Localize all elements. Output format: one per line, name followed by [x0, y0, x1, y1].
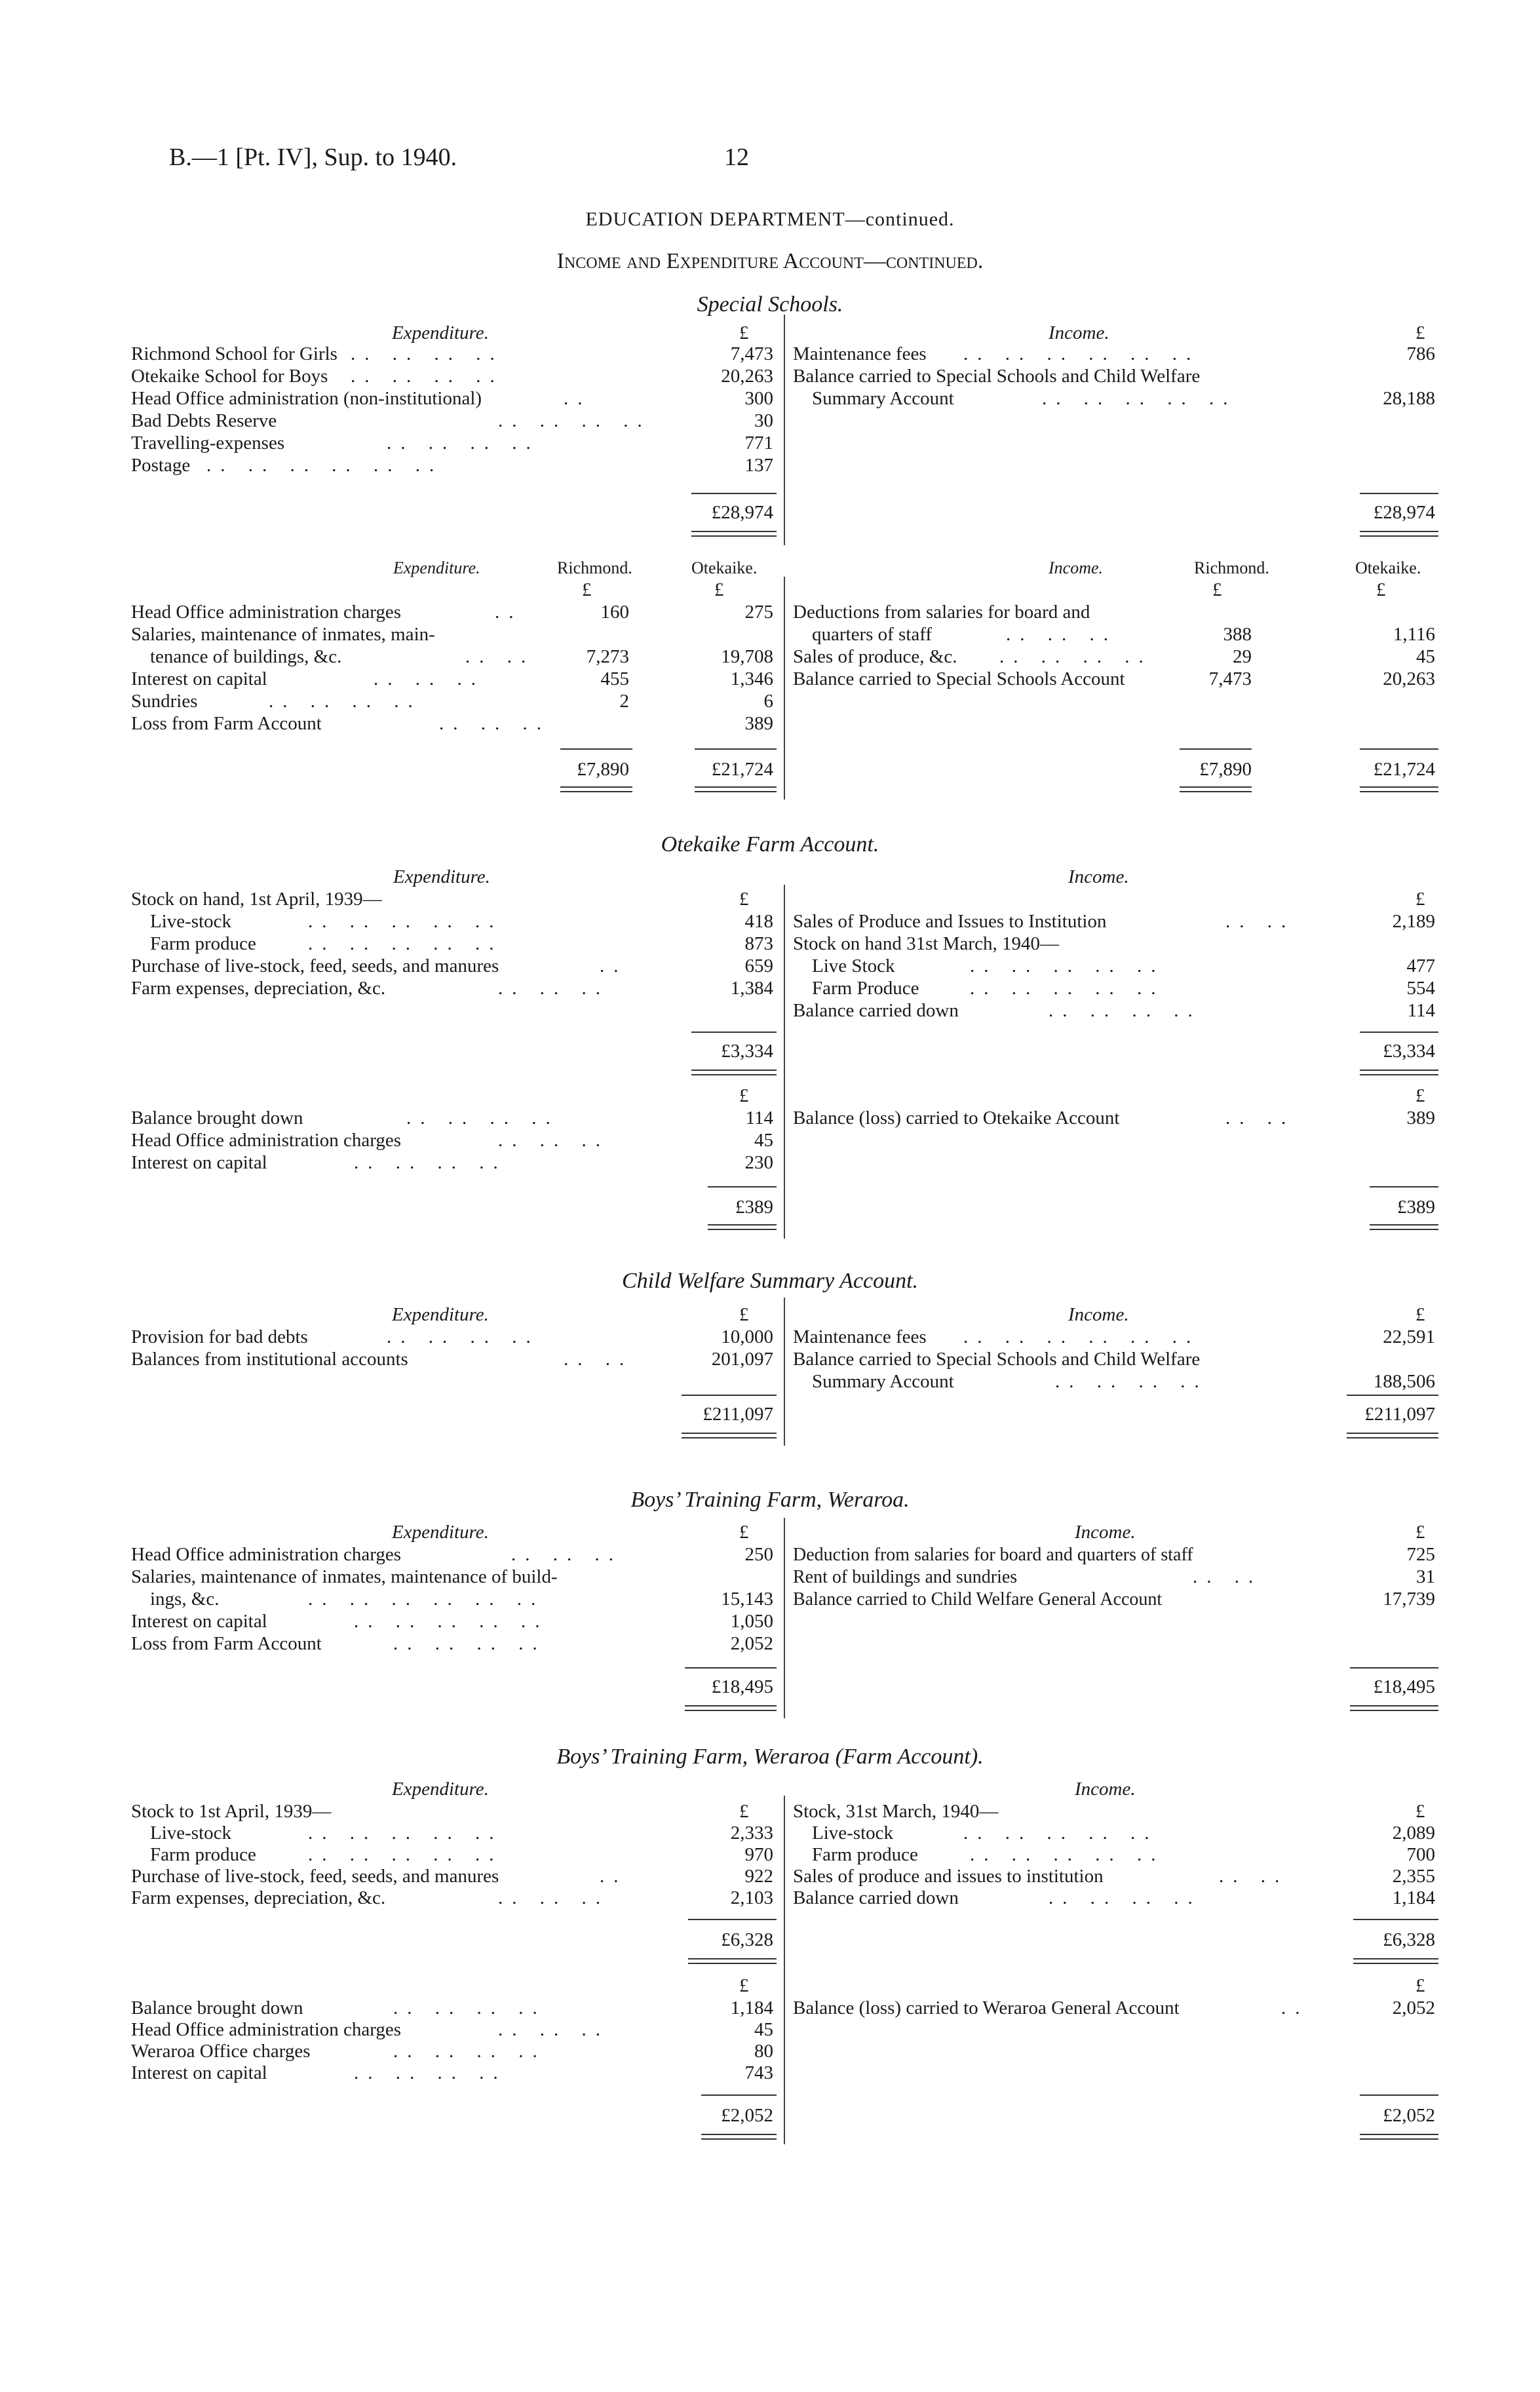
double-rule: [1360, 1070, 1438, 1075]
otekaike-amount: 1,346: [730, 668, 773, 689]
leader-dots: .. .. .. ..: [999, 646, 1153, 667]
subtotal-rule: [1180, 748, 1252, 750]
expenditure-item: Otekaike School for Boys: [131, 366, 328, 387]
section-heading-otekaike-farm: Otekaike Farm Account.: [661, 832, 879, 857]
double-rule: [691, 1070, 777, 1075]
expenditure-item: Interest on capital: [131, 668, 267, 689]
expenditure-item: Sundries: [131, 691, 198, 712]
income-item: Balance carried to Special Schools and Child Welfare: [793, 366, 1201, 387]
leader-dots: .. .. .. .. .. ..: [963, 343, 1201, 364]
leader-dots: .. .. .. ..: [351, 343, 504, 364]
column-richmond: Richmond.: [557, 558, 632, 577]
expenditure-item: Farm expenses, depreciation, &c.: [131, 1887, 386, 1908]
column-otekaike: Otekaike.: [691, 558, 758, 577]
pound-sign: £: [739, 1304, 749, 1325]
expenditure-amount: 771: [744, 433, 773, 453]
expenditure-total: £211,097: [703, 1404, 773, 1425]
income-item: Balance carried down: [793, 1887, 959, 1908]
otekaike-amount: 275: [744, 602, 773, 623]
expenditure-amount: 45: [754, 2019, 773, 2040]
expenditure-item: Head Office administration charges: [131, 602, 402, 623]
richmond-amount: 2: [619, 691, 629, 712]
richmond-amount: 29: [1233, 646, 1252, 667]
expenditure-amount: 10,000: [721, 1326, 773, 1347]
income-label: Income.: [1075, 1779, 1136, 1800]
expenditure-amount: 230: [744, 1152, 773, 1173]
expenditure-item: Loss from Farm Account: [131, 713, 322, 734]
income-item: Balance (loss) carried to Otekaike Account: [793, 1108, 1120, 1128]
department-title: EDUCATION DEPARTMENT—continued.: [585, 208, 955, 230]
leader-dots: .. ..: [564, 1349, 634, 1370]
leader-dots: .. ..: [1225, 1108, 1296, 1128]
leader-dots: .. .. .. ..: [406, 1108, 560, 1128]
expenditure-amount: 250: [744, 1544, 773, 1565]
income-amount: 554: [1406, 978, 1435, 999]
income-amount: 2,052: [1392, 1997, 1435, 2018]
account-title: Income and Expenditure Account—continued.: [556, 249, 984, 273]
pound-sign: £: [1212, 579, 1222, 600]
double-rule: [695, 786, 777, 792]
expenditure-item: Travelling-expenses: [131, 433, 285, 453]
leader-dots: .. .. .. .. .. ..: [308, 1589, 545, 1610]
richmond-total: £7,890: [577, 759, 629, 780]
income-amount: 700: [1406, 1844, 1435, 1865]
income-amount: 22,591: [1383, 1326, 1435, 1347]
otekaike-amount: 389: [744, 713, 773, 734]
otekaike-total: £21,724: [711, 759, 773, 780]
pound-sign: £: [1376, 579, 1386, 600]
expenditure-item: Head Office administration charges: [131, 1130, 402, 1151]
expenditure-amount: 45: [754, 1130, 773, 1151]
expenditure-amount: 1,184: [730, 1997, 773, 2018]
expenditure-amount: 743: [744, 2062, 773, 2083]
expenditure-amount: 1,050: [730, 1611, 773, 1632]
expenditure-item: Live-stock: [131, 1823, 232, 1843]
expenditure-item: Balance brought down: [131, 1108, 303, 1128]
income-label: Income.: [1068, 866, 1129, 887]
expenditure-item: Provision for bad debts: [131, 1326, 308, 1347]
expenditure-item: Farm produce: [131, 933, 256, 954]
richmond-amount: 7,273: [586, 646, 629, 667]
leader-dots: .. .. ..: [1006, 624, 1117, 645]
leader-dots: .. .. .. ..: [1055, 1371, 1208, 1392]
expenditure-amount: 1,384: [730, 978, 773, 999]
expenditure-item: Salaries, maintenance of inmates, main-: [131, 624, 435, 645]
leader-dots: .. .. .. ..: [351, 366, 504, 387]
double-rule: [1180, 786, 1252, 792]
section-heading-weraroa-farm: Boys’ Training Farm, Weraroa (Farm Account).: [556, 1745, 984, 1769]
otekaike-amount: 45: [1416, 646, 1435, 667]
expenditure-amount: 114: [745, 1108, 773, 1128]
income-item: Balance carried to Child Welfare General Account: [793, 1589, 1163, 1610]
leader-dots: .. .. .. .. ..: [970, 978, 1165, 999]
section-heading-child-welfare: Child Welfare Summary Account.: [621, 1269, 919, 1293]
pound-sign: £: [582, 579, 592, 600]
expenditure-item: tenance of buildings, &c.: [131, 646, 342, 667]
double-rule: [1347, 1433, 1438, 1438]
income-amount: 389: [1406, 1108, 1435, 1128]
expenditure-amount: 2,103: [730, 1887, 773, 1908]
subtotal-rule: [708, 1186, 777, 1187]
pound-sign: £: [1415, 1975, 1425, 1996]
subtotal-rule: [695, 748, 777, 750]
leader-dots: .. .. .. ..: [393, 1997, 547, 2018]
expenditure-label: Expenditure.: [392, 322, 489, 343]
page-number: 12: [724, 144, 749, 171]
leader-dots: .. .. ..: [511, 1544, 623, 1565]
otekaike-amount: 20,263: [1383, 668, 1435, 689]
expenditure-item: Head Office administration charges: [131, 1544, 402, 1565]
income-item: Summary Account: [793, 1371, 954, 1392]
income-amount: 2,089: [1392, 1823, 1435, 1843]
richmond-amount: 455: [600, 668, 629, 689]
expenditure-amount: 80: [754, 2041, 773, 2062]
subtotal-rule: [691, 1032, 777, 1033]
pound-sign: £: [1415, 1801, 1425, 1822]
column-divider: [784, 885, 785, 1239]
expenditure-amount: 659: [744, 955, 773, 976]
income-amount: 114: [1407, 1000, 1435, 1021]
expenditure-item: Salaries, maintenance of inmates, maintenance of build-: [131, 1566, 558, 1587]
otekaike-amount: 6: [763, 691, 773, 712]
subtotal-rule: [1353, 1919, 1438, 1920]
pound-sign: £: [1415, 1085, 1425, 1106]
column-richmond: Richmond.: [1194, 558, 1269, 577]
leader-dots: .. ..: [1193, 1566, 1263, 1587]
double-rule: [560, 786, 632, 792]
richmond-amount: 388: [1223, 624, 1252, 645]
subtotal-rule: [1360, 748, 1438, 750]
expenditure-amount: 137: [744, 455, 773, 476]
expenditure-amount: 30: [754, 410, 773, 431]
expenditure-item: Head Office administration charges: [131, 2019, 402, 2040]
section-heading-weraroa: Boys’ Training Farm, Weraroa.: [630, 1488, 910, 1512]
leader-dots: .. .. .. ..: [1049, 1000, 1202, 1021]
income-item: Balance carried down: [793, 1000, 959, 1021]
expenditure-total: £2,052: [721, 2105, 773, 2126]
subtotal-rule: [685, 1667, 777, 1669]
leader-dots: .. .. .. .. ..: [970, 955, 1165, 976]
leader-dots: .. .. .. .. ..: [308, 1844, 503, 1865]
income-item: Balance carried to Special Schools Account: [793, 668, 1125, 689]
subtotal-rule: [682, 1395, 777, 1396]
double-rule: [688, 1958, 777, 1964]
expenditure-label: Expenditure.: [392, 1779, 489, 1800]
income-item: Rent of buildings and sundries: [793, 1567, 1018, 1587]
expenditure-item: Purchase of live-stock, feed, seeds, and manures: [131, 1866, 499, 1887]
income-amount: 2,189: [1392, 911, 1435, 932]
leader-dots: .. .. .. ..: [1049, 1887, 1202, 1908]
income-item: Balance (loss) carried to Weraroa General Account: [793, 1997, 1180, 2018]
leader-dots: .. .. .. .. .. ..: [963, 1326, 1201, 1347]
expenditure-item: Postage: [131, 455, 191, 476]
income-item: Maintenance fees: [793, 343, 927, 364]
double-rule: [1370, 1224, 1438, 1230]
subtotal-rule: [560, 748, 632, 750]
expenditure-item: Purchase of live-stock, feed, seeds, and manures: [131, 955, 499, 976]
income-item: Live Stock: [793, 955, 895, 976]
double-rule: [682, 1433, 777, 1438]
income-item: Sales of produce and issues to institution: [793, 1866, 1104, 1887]
subtotal-rule: [1360, 1032, 1438, 1033]
leader-dots: .. .. .. .. ..: [308, 911, 503, 932]
pound-sign: £: [739, 322, 749, 343]
income-total: £6,328: [1383, 1929, 1435, 1950]
leader-dots: .. .. .. .. ..: [308, 933, 503, 954]
page-reference: B.—1 [Pt. IV], Sup. to 1940.: [169, 144, 457, 171]
pound-sign: £: [714, 579, 724, 600]
leader-dots: .. .. .. .. ..: [970, 1844, 1165, 1865]
income-item: Farm produce: [793, 1844, 918, 1865]
double-rule: [691, 531, 777, 537]
expenditure-amount: 201,097: [711, 1349, 773, 1370]
pound-sign: £: [739, 1975, 749, 1996]
leader-dots: .. .. .. .. ..: [1042, 388, 1237, 409]
column-otekaike: Otekaike.: [1355, 558, 1421, 577]
subtotal-rule: [688, 1919, 777, 1920]
income-item: Live-stock: [793, 1823, 894, 1843]
income-amount: 725: [1406, 1544, 1435, 1565]
leader-dots: ..: [495, 602, 523, 623]
leader-dots: .. .. ..: [498, 1130, 609, 1151]
income-label: Income.: [1049, 322, 1109, 343]
leader-dots: ..: [564, 388, 592, 409]
expenditure-amount: 15,143: [721, 1589, 773, 1610]
income-total: £18,495: [1373, 1676, 1435, 1697]
leader-dots: .. ..: [1219, 1866, 1289, 1887]
otekaike-amount: 1,116: [1393, 624, 1435, 645]
leader-dots: .. .. .. ..: [354, 1152, 507, 1173]
income-label: Income.: [1075, 1522, 1136, 1543]
expenditure-item: Head Office administration (non-institutional): [131, 388, 482, 409]
section-heading-special-schools: Special Schools.: [697, 292, 843, 317]
expenditure-item: Stock to 1st April, 1939—: [131, 1801, 332, 1822]
expenditure-amount: 7,473: [730, 343, 773, 364]
income-amount: 28,188: [1383, 388, 1435, 409]
richmond-amount: 160: [600, 602, 629, 623]
subtotal-rule: [1360, 493, 1438, 494]
leader-dots: ..: [600, 955, 628, 976]
income-label: Income.: [1049, 558, 1104, 577]
leader-dots: .. .. .. ..: [269, 691, 422, 712]
expenditure-label: Expenditure.: [392, 1304, 489, 1325]
leader-dots: .. .. .. .. .. ..: [206, 455, 444, 476]
expenditure-item: Farm produce: [131, 1844, 256, 1865]
expenditure-amount: 922: [744, 1866, 773, 1887]
leader-dots: .. .. .. ..: [498, 410, 651, 431]
leader-dots: .. .. ..: [498, 978, 609, 999]
leader-dots: .. .. .. ..: [387, 433, 540, 453]
income-label: Income.: [1068, 1304, 1129, 1325]
column-divider: [784, 315, 785, 545]
double-rule: [1360, 531, 1438, 537]
leader-dots: .. ..: [465, 646, 535, 667]
income-amount: 786: [1406, 343, 1435, 364]
leader-dots: .. .. .. .. ..: [354, 1611, 549, 1632]
income-amount: 2,355: [1392, 1866, 1435, 1887]
expenditure-label: Expenditure.: [392, 1522, 489, 1543]
leader-dots: ..: [1281, 1997, 1309, 2018]
pound-sign: £: [1415, 322, 1425, 343]
income-total: £3,334: [1383, 1041, 1435, 1062]
double-rule: [1360, 2134, 1438, 2140]
income-amount: 17,739: [1383, 1589, 1435, 1610]
subtotal-rule: [701, 2094, 777, 2096]
pound-sign: £: [739, 1085, 749, 1106]
double-rule: [701, 2134, 777, 2140]
richmond-total: £7,890: [1199, 759, 1252, 780]
subtotal-rule: [1350, 1667, 1438, 1669]
income-item: Summary Account: [793, 388, 954, 409]
income-item: Deduction from salaries for board and quarters of staff: [793, 1545, 1193, 1565]
leader-dots: .. .. .. .. ..: [308, 1823, 503, 1843]
income-item: Sales of Produce and Issues to Institution: [793, 911, 1107, 932]
leader-dots: .. .. ..: [374, 668, 485, 689]
expenditure-amount: 2,052: [730, 1633, 773, 1654]
expenditure-label: Expenditure.: [393, 558, 480, 577]
expenditure-item: Interest on capital: [131, 1611, 267, 1632]
leader-dots: .. .. .. ..: [393, 1633, 547, 1654]
expenditure-item: Balance brought down: [131, 1997, 303, 2018]
income-amount: 188,506: [1373, 1371, 1435, 1392]
expenditure-item: Stock on hand, 1st April, 1939—: [131, 889, 382, 910]
leader-dots: .. .. .. .. ..: [963, 1823, 1159, 1843]
leader-dots: ..: [600, 1866, 628, 1887]
column-divider: [784, 1796, 785, 2144]
income-total: £2,052: [1383, 2105, 1435, 2126]
column-divider: [784, 1298, 785, 1446]
double-rule: [1360, 786, 1438, 792]
expenditure-item: Weraroa Office charges: [131, 2041, 311, 2062]
income-total: £389: [1397, 1197, 1435, 1218]
income-total: £28,974: [1373, 502, 1435, 523]
pound-sign: £: [739, 1801, 749, 1822]
expenditure-item: Live-stock: [131, 911, 232, 932]
expenditure-label: Expenditure.: [393, 866, 490, 887]
leader-dots: .. .. ..: [498, 2019, 609, 2040]
expenditure-item: Interest on capital: [131, 2062, 267, 2083]
expenditure-item: Bad Debts Reserve: [131, 410, 277, 431]
expenditure-item: Farm expenses, depreciation, &c.: [131, 978, 386, 999]
expenditure-item: Balances from institutional accounts: [131, 1349, 408, 1370]
expenditure-item: ings, &c.: [131, 1589, 220, 1610]
double-rule: [708, 1224, 777, 1230]
expenditure-amount: 300: [744, 388, 773, 409]
richmond-amount: 7,473: [1208, 668, 1252, 689]
leader-dots: .. .. ..: [498, 1887, 609, 1908]
income-amount: 1,184: [1392, 1887, 1435, 1908]
expenditure-amount: 873: [744, 933, 773, 954]
pound-sign: £: [1415, 1304, 1425, 1325]
leader-dots: .. .. .. ..: [393, 2041, 547, 2062]
expenditure-total: £6,328: [721, 1929, 773, 1950]
income-item: Sales of produce, &c.: [793, 646, 957, 667]
double-rule: [685, 1705, 777, 1711]
income-item: Stock on hand 31st March, 1940—: [793, 933, 1059, 954]
income-amount: 477: [1406, 955, 1435, 976]
otekaike-amount: 19,708: [721, 646, 773, 667]
subtotal-rule: [1370, 1186, 1438, 1187]
pound-sign: £: [739, 889, 749, 910]
income-amount: 31: [1416, 1566, 1435, 1587]
expenditure-item: Loss from Farm Account: [131, 1633, 322, 1654]
expenditure-amount: 2,333: [730, 1823, 773, 1843]
income-item: Deductions from salaries for board and: [793, 602, 1090, 623]
income-item: Stock, 31st March, 1940—: [793, 1801, 999, 1822]
pound-sign: £: [739, 1522, 749, 1543]
column-divider: [784, 577, 785, 800]
expenditure-total: £28,974: [711, 502, 773, 523]
leader-dots: .. .. ..: [439, 713, 550, 734]
expenditure-total: £3,334: [721, 1041, 773, 1062]
pound-sign: £: [1415, 1522, 1425, 1543]
leader-dots: .. .. .. ..: [354, 2062, 507, 2083]
expenditure-amount: 970: [744, 1844, 773, 1865]
expenditure-amount: 418: [744, 911, 773, 932]
income-item: Maintenance fees: [793, 1326, 927, 1347]
otekaike-total: £21,724: [1373, 759, 1435, 780]
income-item: Farm Produce: [793, 978, 919, 999]
income-total: £211,097: [1364, 1404, 1435, 1425]
expenditure-amount: 20,263: [721, 366, 773, 387]
expenditure-total: £389: [735, 1197, 773, 1218]
double-rule: [1350, 1705, 1438, 1711]
income-item: Balance carried to Special Schools and Child Welfare: [793, 1349, 1201, 1370]
expenditure-item: Richmond School for Girls: [131, 343, 337, 364]
subtotal-rule: [691, 493, 777, 494]
subtotal-rule: [1360, 2094, 1438, 2096]
expenditure-item: Interest on capital: [131, 1152, 267, 1173]
pound-sign: £: [1415, 889, 1425, 910]
double-rule: [1353, 1958, 1438, 1964]
leader-dots: .. ..: [1225, 911, 1296, 932]
subtotal-rule: [1347, 1395, 1438, 1396]
column-divider: [784, 1518, 785, 1718]
leader-dots: .. .. .. ..: [387, 1326, 540, 1347]
expenditure-total: £18,495: [711, 1676, 773, 1697]
income-item: quarters of staff: [793, 624, 933, 645]
